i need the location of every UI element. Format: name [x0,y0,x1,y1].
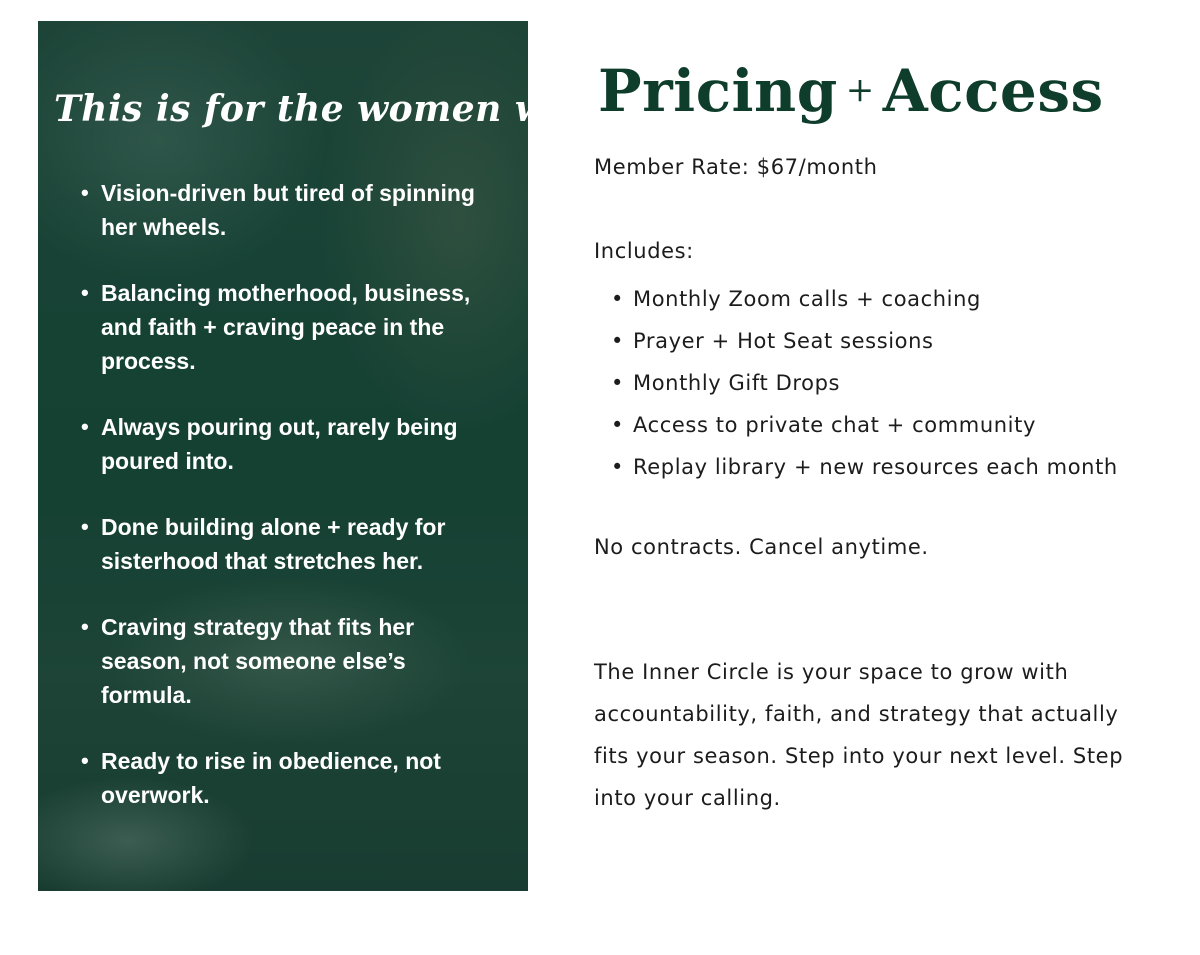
audience-item: • Balancing motherhood, business, and faith + craving peace in the process. [101,276,501,378]
audience-item: • Always pouring out, rarely being poured into. [101,410,501,478]
member-rate: Member Rate: $67/month [594,155,878,179]
title-access: Access [882,57,1104,125]
includes-item: • Replay library + new resources each month [611,446,1118,488]
includes-item: • Monthly Gift Drops [611,362,1118,404]
audience-item: • Done building alone + ready for sisterhood that stretches her. [101,510,501,578]
audience-item: • Ready to rise in obedience, not overwork. [101,744,501,812]
page-title [598,52,1104,129]
includes-list [611,278,1118,488]
includes-item: • Access to private chat + community [611,404,1118,446]
includes-label: Includes: [594,239,694,263]
includes-item: • Monthly Zoom calls + coaching [611,278,1118,320]
includes-item: • Prayer + Hot Seat sessions [611,320,1118,362]
audience-list [101,176,501,844]
audience-item: • Vision-driven but tired of spinning her wheels. [101,176,501,244]
title-pricing: Pricing [598,57,838,125]
panel-heading: This is for the women who’s: [54,88,646,130]
title-plus: + [845,70,875,110]
closing-paragraph: The Inner Circle is your space to grow with accountability, faith, and strategy that actually fits your season. Step into your next level. Step into your calling. [594,660,1124,810]
audience-item: • Craving strategy that fits her season, not someone else’s formula. [101,610,501,712]
no-contracts-note: No contracts. Cancel anytime. [594,535,929,559]
